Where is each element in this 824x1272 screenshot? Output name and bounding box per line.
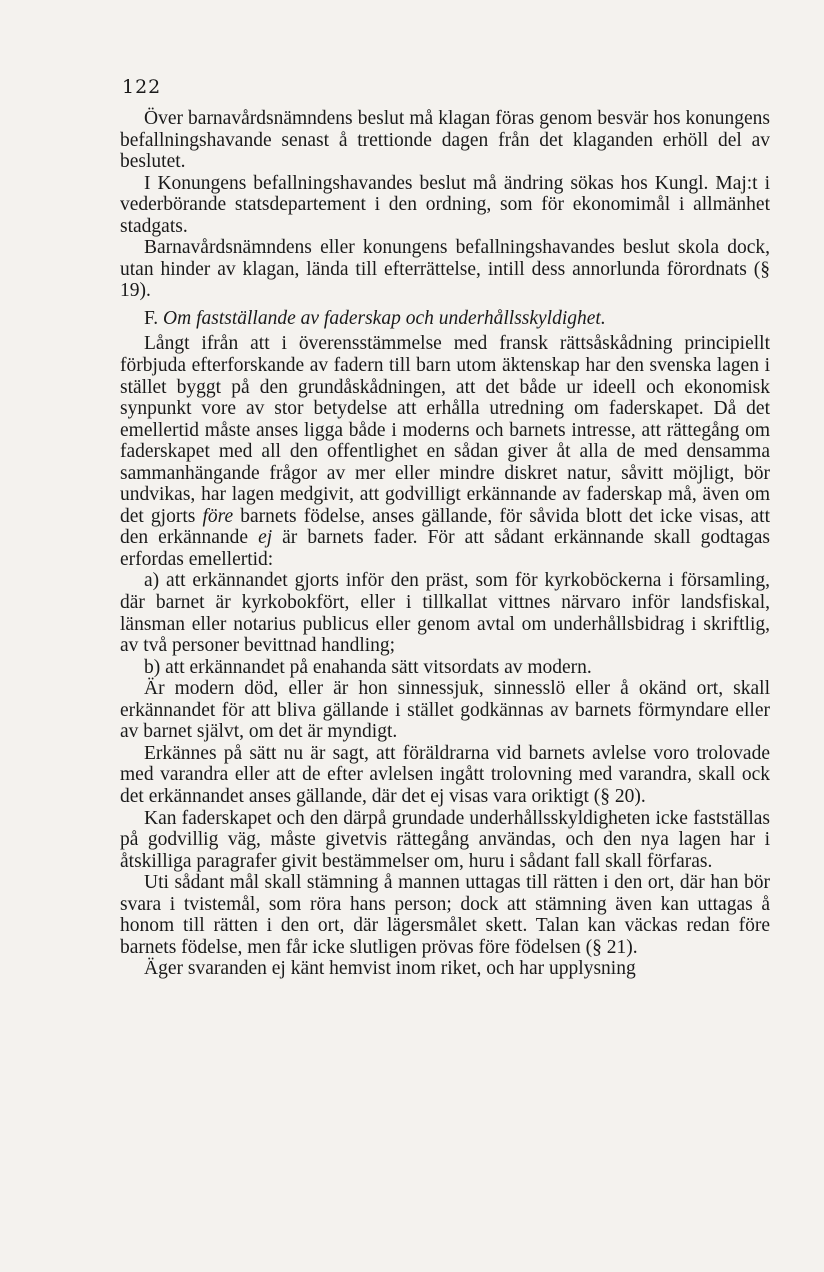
section-letter: F. — [144, 307, 159, 329]
paragraph-enforcement: Barnavårdsnämndens eller konungens befallningshavandes beslut skola dock, utan hinder av klagan, lända till efterrättelse, intill dess annorlunda förordnats (§ 19). — [120, 237, 770, 302]
page-number: 122 — [122, 76, 162, 98]
paternity-text-3: är barnets fader. För att sådant erkännande skall godtagas erfordas emellertid: — [120, 527, 770, 570]
section-title: Om fastställande av faderskap och underhållsskyldighet. — [163, 307, 606, 329]
list-item-a: a) att erkännandet gjorts inför den präst, som för kyrkoböckerna i församling, där barnet är kyrkobokfört, eller i tillkallat vittnes närvaro inför landsfiskal, länsman eller notarius publicus eller genom avtal om underhållsbidrag i skriftlig, av två personer bevittnad handling; — [120, 570, 770, 657]
paragraph-summons: Uti sådant mål skall stämning å mannen uttagas till rätten i den ort, där han bör svara i tvistemål, som röra hans person; dock att stämning även kan uttagas å honom till rätten i den ort, där lägersmålet skett. Talan kan väckas redan före barnets födelse, men får icke slutligen prövas före födelsen (§ 21). — [120, 872, 770, 958]
section-heading — [120, 308, 770, 330]
page-body — [120, 108, 770, 980]
paragraph-amendment: I Konungens befallningshavandes beslut må ändring sökas hos Kungl. Maj:t i vederbörande statsdepartement i den ordning, som för ekonomimål i allmänhet stadgats. — [120, 172, 770, 237]
paragraph-residence: Äger svaranden ej känt hemvist inom riket, och har upplysning — [144, 958, 636, 980]
list-item-b: b) att erkännandet på enahanda sätt vitsordats av modern. — [144, 656, 592, 678]
paragraph-paternity — [120, 333, 770, 570]
paragraph-litigation: Kan faderskapet och den därpå grundade underhållsskyldigheten icke fastställas på godvillig väg, måste givetvis rättegång användas, och den nya lagen har i åtskilliga paragrafer givit bestämmelser om, huru i sådant fall skall förfaras. — [120, 807, 770, 872]
paragraph-betrothed: Erkännes på sätt nu är sagt, att föräldrarna vid barnets avlelse voro trolovade med varandra eller att de efter avlelsen ingått trolovning med varandra, skall ock det erkännandet anses gällande, där det ej visas vara oriktigt (§ 20). — [120, 742, 770, 807]
paternity-text-2: barnets födelse, anses gällande, för såvida blott det icke visas, att den erkännande — [120, 505, 770, 549]
paragraph-mother-dead: Är modern död, eller är hon sinnessjuk, sinnesslö eller å okänd ort, skall erkännandet för att bliva gällande i stället godkännas av barnets förmyndare eller av barnet självt, om det är myndigt. — [120, 678, 770, 743]
emphasis-ej: ej — [258, 527, 273, 549]
paragraph-appeal: Över barnavårdsnämndens beslut må klagan föras genom besvär hos konungens befallningshavande senast å trettionde dagen från det klaganden erhöll del av beslutet. — [120, 108, 770, 173]
paternity-text-1: Långt ifrån att i överensstämmelse med fransk rättsåskådning principiellt förbjuda efterforskande av fadern till barn utom äktenskap har den svenska lagen i stället byggt på den grundåskådningen, att det både ur ideell och ekonomisk synpunkt vore av stor betydelse att erhålla utredning om faderskapet. Då det emellertid måste anses ligga både i moderns och barnets intresse, att rättegång om faderskapet med all den offentlighet en sådan giver åt alla de med densamma sammanhängande frågor av mer eller mindre diskret natur, såvitt möjligt, bör undvikas, har lagen medgivit, att godvilligt erkännande av faderskap må, även om det gjorts — [120, 333, 770, 527]
emphasis-fore: före — [202, 505, 234, 527]
